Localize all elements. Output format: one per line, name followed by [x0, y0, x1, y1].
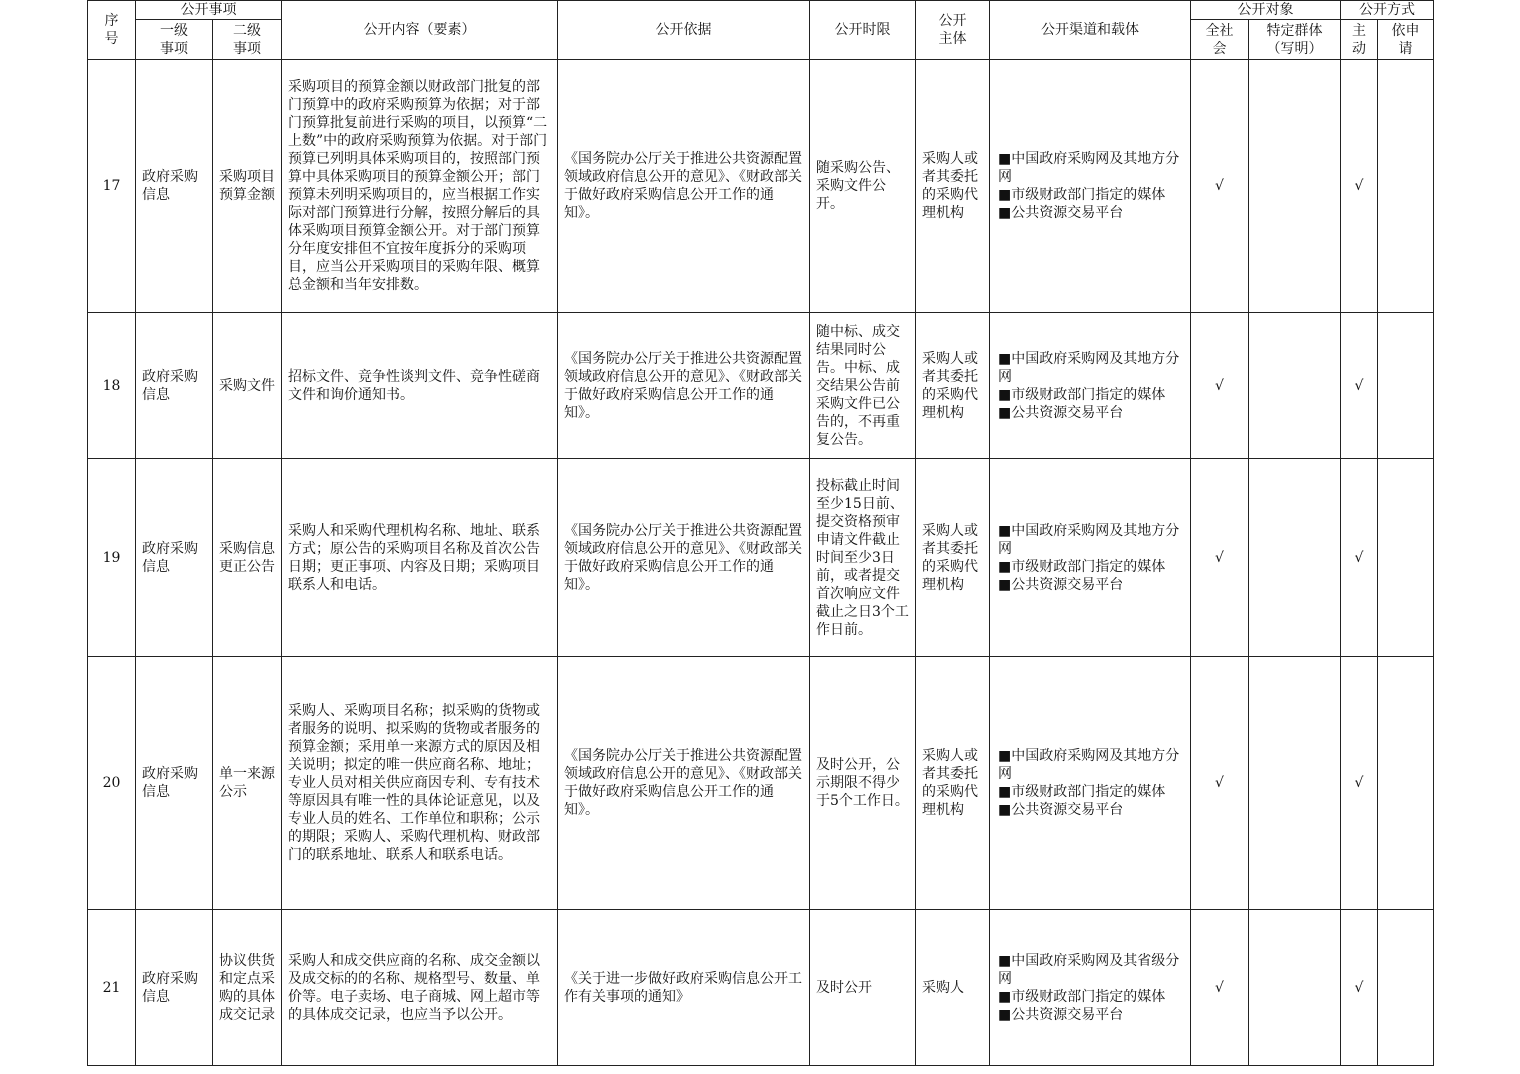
- header-specific-group: 特定群体（写明）: [1249, 20, 1341, 60]
- row-level1: 政府采购信息: [136, 60, 213, 313]
- row-basis: 《国务院办公厅关于推进公共资源配置领域政府信息公开的意见》、《财政部关于做好政府采购信息公开工作的通知》。: [558, 657, 810, 910]
- row-subject: 采购人或者其委托的采购代理机构: [916, 657, 990, 910]
- row-whole-society-check: √: [1191, 313, 1249, 459]
- row-content: 采购人和成交供应商的名称、成交金额以及成交标的的名称、规格型号、数量、单价等。电子卖场、电子商城、网上超市等的具体成交记录，也应当予以公开。: [282, 910, 558, 1066]
- channel-item: ■公共资源交易平台: [998, 576, 1124, 593]
- channel-item: ■市级财政部门指定的媒体: [998, 784, 1166, 800]
- channel-item: ■中国政府采购网及其地方分网: [998, 748, 1180, 782]
- row-whole-society-check: √: [1191, 657, 1249, 910]
- row-time-limit: 随采购公告、采购文件公开。: [810, 60, 916, 313]
- header-time-limit: 公开时限: [810, 1, 916, 60]
- row-on-request: [1378, 313, 1434, 459]
- row-channels: [990, 60, 1191, 313]
- row-channels: [990, 910, 1191, 1066]
- header-seq: 序号: [88, 1, 136, 60]
- row-subject: 采购人或者其委托的采购代理机构: [916, 459, 990, 657]
- channel-item: ■市级财政部门指定的媒体: [998, 187, 1166, 203]
- row-on-request: [1378, 657, 1434, 910]
- row-basis: 《国务院办公厅关于推进公共资源配置领域政府信息公开的意见》、《财政部关于做好政府采购信息公开工作的通知》。: [558, 313, 810, 459]
- header-channel: 公开渠道和载体: [990, 1, 1191, 60]
- row-basis: 《关于进一步做好政府采购信息公开工作有关事项的通知》: [558, 910, 810, 1066]
- row-content: 采购项目的预算金额以财政部门批复的部门预算中的政府采购预算为依据；对于部门预算批复前进行采购的项目，以预算“二上数”中的政府采购预算为依据。对于部门预算已列明具体采购项目的，按照部门预算中具体采购项目的预算金额公开；部门预算未列明采购项目的，应当根据工作实际对部门预算进行分解，按照分解后的具体采购项目预算金额公开。对于部门预算分年度安排但不宜按年度拆分的采购项目，应当公开采购项目的采购年限、概算总金额和当年安排数。: [282, 60, 558, 313]
- row-basis: 《国务院办公厅关于推进公共资源配置领域政府信息公开的意见》、《财政部关于做好政府采购信息公开工作的通知》。: [558, 459, 810, 657]
- row-specific-group: [1249, 910, 1341, 1066]
- channel-item: ■市级财政部门指定的媒体: [998, 558, 1166, 575]
- row-specific-group: [1249, 657, 1341, 910]
- channel-item: ■中国政府采购网及其地方分网: [998, 350, 1180, 385]
- header-method-group: 公开方式: [1341, 1, 1434, 20]
- row-basis: 《国务院办公厅关于推进公共资源配置领域政府信息公开的意见》、《财政部关于做好政府采购信息公开工作的通知》。: [558, 60, 810, 313]
- row-level2: 采购信息更正公告: [213, 459, 282, 657]
- header-whole-society: 全社会: [1191, 20, 1249, 60]
- row-channels: [990, 459, 1191, 657]
- row-active-check: √: [1341, 459, 1378, 657]
- header-level1: 一级事项: [136, 20, 213, 60]
- row-specific-group: [1249, 313, 1341, 459]
- channel-item: ■公共资源交易平台: [998, 404, 1124, 421]
- header-subject: 公开主体: [916, 1, 990, 60]
- row-whole-society-check: √: [1191, 910, 1249, 1066]
- row-time-limit: 及时公开，公示期限不得少于5个工作日。: [810, 657, 916, 910]
- row-whole-society-check: √: [1191, 60, 1249, 313]
- row-whole-society-check: √: [1191, 459, 1249, 657]
- row-seq: 21: [88, 910, 136, 1066]
- row-level1: 政府采购信息: [136, 313, 213, 459]
- table-row: [88, 60, 1434, 313]
- header-matters-group: 公开事项: [136, 1, 282, 20]
- row-seq: 20: [88, 657, 136, 910]
- row-seq: 17: [88, 60, 136, 313]
- table-row: [88, 459, 1434, 657]
- row-content: 采购人和采购代理机构名称、地址、联系方式；原公告的采购项目名称及首次公告日期；更正事项、内容及日期；采购项目联系人和电话。: [282, 459, 558, 657]
- row-level2: 采购文件: [213, 313, 282, 459]
- row-time-limit: 及时公开: [810, 910, 916, 1066]
- row-content: 招标文件、竞争性谈判文件、竞争性磋商文件和询价通知书。: [282, 313, 558, 459]
- channel-item: ■中国政府采购网及其省级分网: [998, 952, 1180, 987]
- header-content: 公开内容（要素）: [282, 1, 558, 60]
- row-level2: 协议供货和定点采购的具体成交记录: [213, 910, 282, 1066]
- channel-item: ■市级财政部门指定的媒体: [998, 386, 1166, 403]
- header-basis: 公开依据: [558, 1, 810, 60]
- row-level1: 政府采购信息: [136, 657, 213, 910]
- header-audience-group: 公开对象: [1191, 1, 1341, 20]
- header-on-request: 依申请: [1378, 20, 1434, 60]
- row-content: 采购人、采购项目名称；拟采购的货物或者服务的说明、拟采购的货物或者服务的预算金额；采用单一来源方式的原因及相关说明；拟定的唯一供应商名称、地址；专业人员对相关供应商因专利、专有技术等原因具有唯一性的具体论证意见，以及专业人员的姓名、工作单位和职称；公示的期限；采购人、采购代理机构、财政部门的联系地址、联系人和联系电话。: [282, 657, 558, 910]
- row-active-check: √: [1341, 910, 1378, 1066]
- row-active-check: √: [1341, 313, 1378, 459]
- row-specific-group: [1249, 459, 1341, 657]
- row-seq: 18: [88, 313, 136, 459]
- row-specific-group: [1249, 60, 1341, 313]
- channel-item: ■公共资源交易平台: [998, 205, 1124, 221]
- table-row: [88, 313, 1434, 459]
- row-seq: 19: [88, 459, 136, 657]
- row-active-check: √: [1341, 60, 1378, 313]
- row-on-request: [1378, 459, 1434, 657]
- header-level2: 二级事项: [213, 20, 282, 60]
- row-active-check: √: [1341, 657, 1378, 910]
- table-row: [88, 910, 1434, 1066]
- channel-item: ■中国政府采购网及其地方分网: [998, 522, 1180, 557]
- channel-item: ■市级财政部门指定的媒体: [998, 988, 1166, 1005]
- header-active: 主动: [1341, 20, 1378, 60]
- table-row: [88, 657, 1434, 910]
- row-channels: [990, 657, 1191, 910]
- row-on-request: [1378, 60, 1434, 313]
- row-level2: 单一来源公示: [213, 657, 282, 910]
- row-level2: 采购项目预算金额: [213, 60, 282, 313]
- row-subject: 采购人或者其委托的采购代理机构: [916, 60, 990, 313]
- channel-item: ■公共资源交易平台: [998, 802, 1124, 818]
- row-subject: 采购人: [916, 910, 990, 1066]
- channel-item: ■公共资源交易平台: [998, 1006, 1124, 1023]
- row-on-request: [1378, 910, 1434, 1066]
- row-channels: [990, 313, 1191, 459]
- disclosure-table: [87, 0, 1434, 1066]
- row-time-limit: 投标截止时间至少15日前、提交资格预审申请文件截止时间至少3日前，或者提交首次响应文件截止之日3个工作日前。: [810, 459, 916, 657]
- row-time-limit: 随中标、成交结果同时公告。中标、成交结果公告前采购文件已公告的，不再重复公告。: [810, 313, 916, 459]
- row-level1: 政府采购信息: [136, 459, 213, 657]
- channel-item: ■中国政府采购网及其地方分网: [998, 151, 1180, 185]
- row-level1: 政府采购信息: [136, 910, 213, 1066]
- row-subject: 采购人或者其委托的采购代理机构: [916, 313, 990, 459]
